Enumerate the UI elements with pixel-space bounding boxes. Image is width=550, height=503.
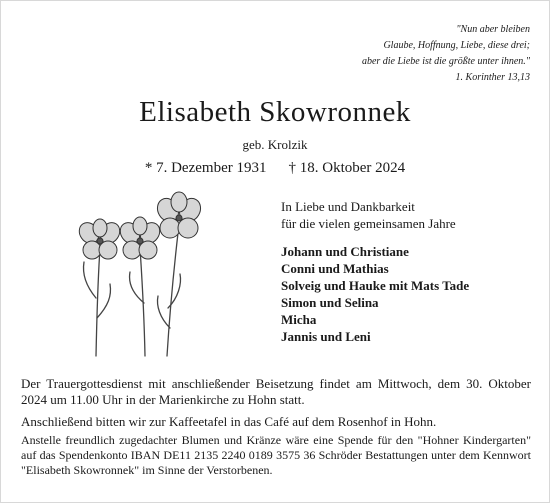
family-member: Jannis und Leni <box>281 329 371 344</box>
birth-date: * 7. Dezember 1931 <box>144 160 267 176</box>
coffee-notice: Anschließend bitten wir zur Kaffeetafel in das Café auf dem Rosenhof in Hohn. <box>21 414 437 429</box>
death-date: † 18. Oktober 2024 <box>288 160 406 176</box>
dedication-line: In Liebe und Dankbarkeit <box>281 199 415 214</box>
family-list <box>281 243 469 345</box>
family-member: Simon und Selina <box>281 295 379 310</box>
birth-name: geb. Krolzik <box>242 137 308 152</box>
service-notice: Der Trauergottesdienst mit anschließender Beisetzung findet am Mittwoch, dem 30. Oktober 2024 um 11.00 Uhr in der Marienkirche zu Hohn statt. <box>21 376 531 407</box>
flowers-illustration-icon <box>70 188 210 358</box>
quote-line: "Nun aber bleiben <box>456 24 530 35</box>
family-member: Solveig und Hauke mit Mats Tade <box>281 278 470 293</box>
dedication-line: für die vielen gemeinsamen Jahre <box>281 216 456 231</box>
bible-quote <box>260 22 530 86</box>
life-dates <box>0 160 550 177</box>
family-member: Johann und Christiane <box>281 244 409 259</box>
deceased-name: Elisabeth Skowronnek <box>139 96 411 128</box>
dedication <box>281 198 456 232</box>
quote-line: aber die Liebe ist die größte unter ihnen." <box>361 56 530 67</box>
quote-line: Glaube, Hoffnung, Liebe, diese drei; <box>383 40 530 51</box>
quote-reference: 1. Korinther 13,13 <box>455 72 530 83</box>
family-member: Conni und Mathias <box>281 261 389 276</box>
family-member: Micha <box>281 312 317 327</box>
donation-notice: Anstelle freundlich zugedachter Blumen und Kränze wäre eine Spende für den "Hohner Kindergarten" auf das Spendenkonto IBAN DE11 2135 2240 0189 3575 36 Schröder Bestattungen unter dem Kennwort "Elisabeth Skowronnek" im Sinne der Verstorbenen. <box>21 433 531 477</box>
